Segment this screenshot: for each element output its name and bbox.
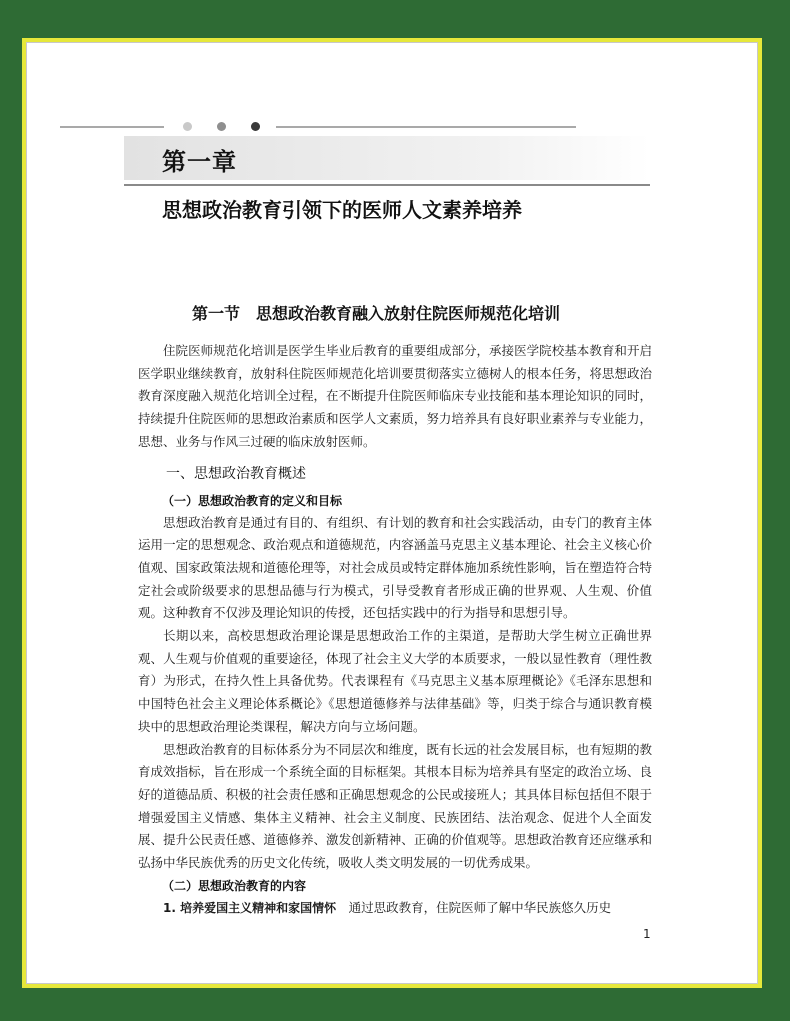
paragraph: 思想政治教育的目标体系分为不同层次和维度，既有长远的社会发展目标，也有短期的教育成效指标，旨在形成一个系统全面的目标框架。其根本目标为培养具有坚定的政治立场、良好的道德品质、积极的社会责任感和正确思想观念的公民或接班人；其具体目标包括但不限于增强爱国主义情感、集体主义精神、社会主义制度、民族团结、法治观念、促进个人全面发展、提升公民责任感、道德修养、激发创新精神、正确的价值观等。思想政治教育还应继承和弘扬中华民族优秀的历史文化传统，吸收人类文明发展的一切优秀成果。 (138, 741, 652, 871)
subheading-definition: （一）思想政治教育的定义和目标 (162, 493, 343, 508)
list-item-paragraph (138, 897, 652, 920)
subheading-content: （二）思想政治教育的内容 (162, 878, 307, 893)
chapter-label: 第一章 (162, 148, 237, 176)
decor-line-left (60, 126, 164, 128)
decor-dot-light (183, 122, 192, 131)
list-item-text: 通过思政教育，住院医师了解中华民族悠久历史 (336, 899, 612, 915)
decor-dot-dark (251, 122, 260, 131)
paragraph: 长期以来，高校思想政治理论课是思想政治工作的主渠道，是帮助大学生树立正确世界观、人生观与价值观的重要途径，体现了社会主义大学的本质要求，一般以显性教育（理性教育）为形式，在持久性上具备优势。代表课程有《马克思主义基本原理概论》《毛泽东思想和中国特色社会主义理论体系概论》《思想道德修养与法律基础》等，归类于综合与通识教育模块中的思想政治理论类课程，解决方向与立场问题。 (138, 628, 652, 734)
decor-dot-mid (217, 122, 226, 131)
decor-line-right (276, 126, 576, 128)
body-text (138, 340, 652, 919)
page-number: 1 (643, 927, 651, 941)
list-item-title: 1. 培养爱国主义精神和家国情怀 (163, 900, 337, 915)
chapter-rule (124, 184, 650, 186)
section-title: 第一节 思想政治教育融入放射住院医师规范化培训 (192, 304, 561, 323)
heading-level-1: 一、思想政治教育概述 (166, 465, 306, 482)
intro-paragraph: 住院医师规范化培训是医学生毕业后教育的重要组成部分，承接医学院校基本教育和开启医学职业继续教育，放射科住院医师规范化培训要贯彻落实立德树人的根本任务，将思想政治教育深度融入规范化培训全过程，在不断提升住院医师临床专业技能和基本理论知识的同时，持续提升住院医师的思想政治素质和医学人文素质，努力培养具有良好职业素养与专业能力，思想、业务与作风三过硬的临床放射医师。 (138, 343, 652, 449)
chapter-title: 思想政治教育引领下的医师人文素养培养 (162, 198, 522, 222)
paragraph: 思想政治教育是通过有目的、有组织、有计划的教育和社会实践活动，由专门的教育主体运用一定的思想观念、政治观点和道德规范，内容涵盖马克思主义基本理论、社会主义核心价值观、国家政策法规和道德伦理等，对社会成员或特定群体施加系统性影响，旨在塑造符合特定社会或阶级要求的思想品德与行为模式，引导受教育者形成正确的世界观、人生观、价值观。这种教育不仅涉及理论知识的传授，还包括实践中的行为指导和思想引导。 (138, 514, 652, 621)
